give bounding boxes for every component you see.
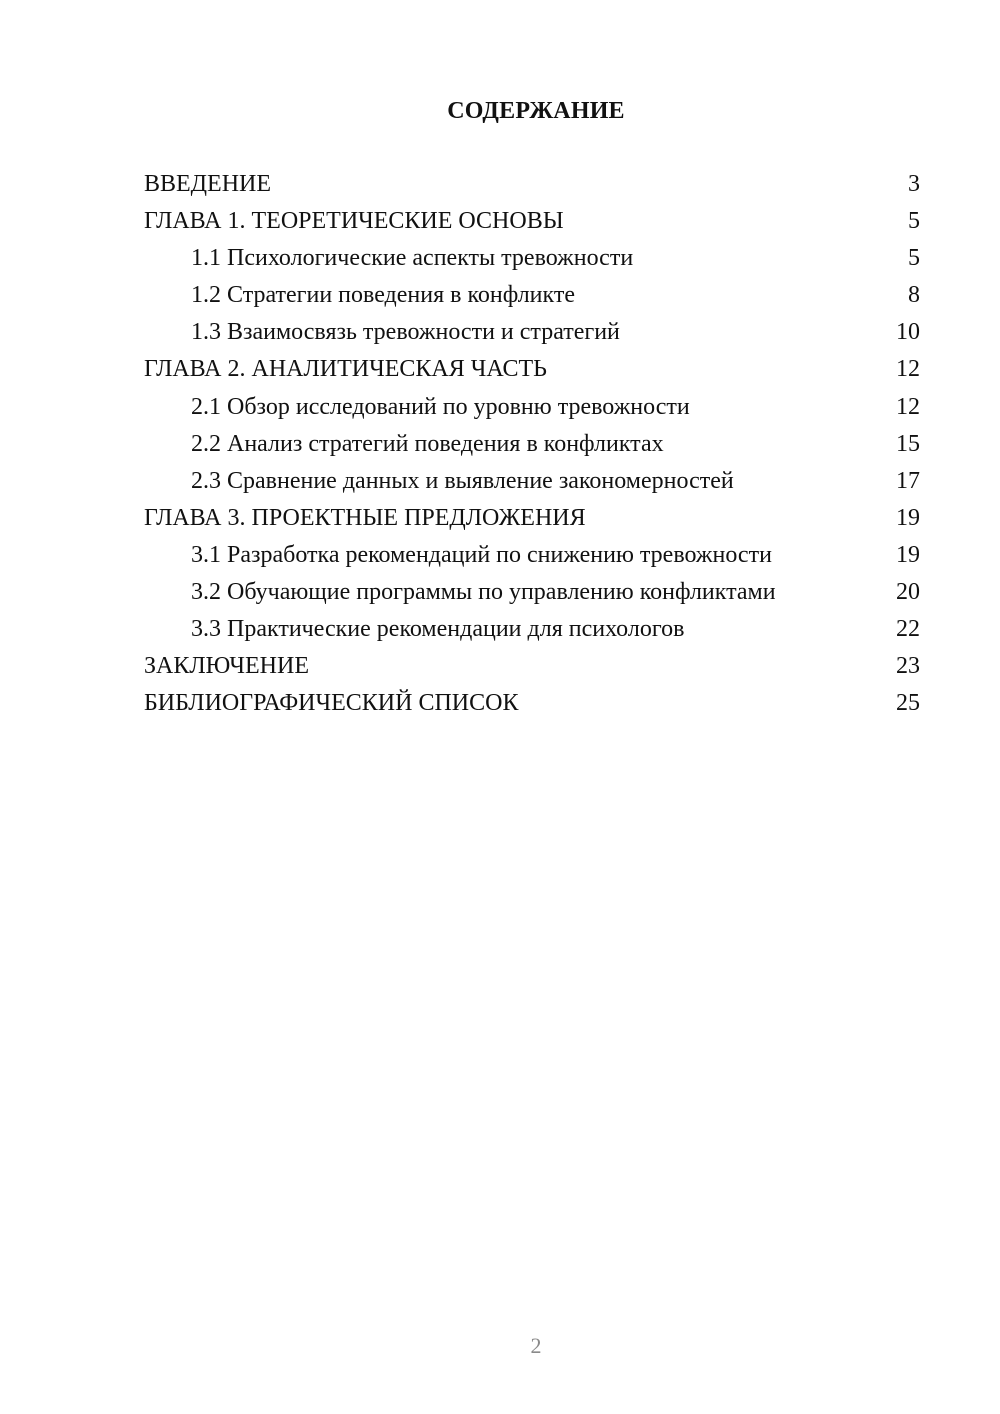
toc-entry-section-1-2[interactable] (144, 277, 920, 314)
toc-entry-chapter-2[interactable] (144, 351, 920, 388)
toc-entry-label: 1.2 Стратегии поведения в конфликте (191, 282, 576, 309)
toc-entry-label: ЗАКЛЮЧЕНИЕ (144, 653, 309, 680)
table-of-contents (144, 166, 920, 722)
toc-entry-introduction[interactable] (144, 166, 920, 203)
toc-entry-page: 8 (908, 282, 920, 309)
toc-entry-page: 25 (896, 690, 920, 717)
toc-entry-label: 3.2 Обучающие программы по управлению конфликтами (191, 579, 776, 606)
toc-entry-page: 23 (896, 653, 920, 680)
toc-entry-page: 19 (896, 504, 920, 531)
toc-entry-section-1-3[interactable] (144, 314, 920, 351)
toc-entry-label: ВВЕДЕНИЕ (144, 171, 272, 197)
toc-entry-chapter-3[interactable] (144, 500, 920, 537)
toc-entry-section-3-3[interactable] (144, 611, 920, 648)
toc-entry-label: БИБЛИОГРАФИЧЕСКИЙ СПИСОК (144, 690, 519, 717)
toc-entry-section-1-1[interactable] (144, 240, 920, 277)
toc-entry-label: 2.2 Анализ стратегий поведения в конфликтах (191, 430, 664, 457)
toc-entry-label: ГЛАВА 3. ПРОЕКТНЫЕ ПРЕДЛОЖЕНИЯ (144, 504, 586, 531)
toc-entry-chapter-1[interactable] (144, 203, 920, 240)
toc-entry-label: 1.1 Психологические аспекты тревожности (191, 245, 634, 272)
toc-entry-page: 12 (896, 356, 920, 383)
toc-entry-label: 3.1 Разработка рекомендаций по снижению тревожности (191, 541, 772, 568)
toc-entry-page: 3 (908, 171, 920, 197)
toc-entry-label: ГЛАВА 1. ТЕОРЕТИЧЕСКИЕ ОСНОВЫ (144, 208, 564, 235)
toc-entry-page: 17 (896, 467, 920, 494)
toc-entry-section-3-2[interactable] (144, 574, 920, 611)
toc-entry-bibliography[interactable] (144, 685, 920, 722)
toc-entry-label: 3.3 Практические рекомендации для психологов (191, 616, 685, 643)
toc-entry-page: 22 (896, 616, 920, 643)
toc-entry-page: 10 (896, 319, 920, 346)
page-number: 2 (530, 1333, 542, 1358)
toc-entry-conclusion[interactable] (144, 648, 920, 685)
page-title: СОДЕРЖАНИЕ (447, 98, 625, 124)
toc-entry-page: 15 (896, 430, 920, 457)
toc-entry-page: 19 (896, 541, 920, 568)
toc-entry-label: 2.1 Обзор исследований по уровню тревожности (191, 393, 690, 420)
toc-entry-section-2-3[interactable] (144, 463, 920, 500)
toc-entry-page: 12 (896, 393, 920, 420)
toc-entry-page: 5 (908, 245, 920, 272)
toc-entry-page: 5 (908, 208, 920, 235)
toc-entry-section-3-1[interactable] (144, 537, 920, 574)
toc-entry-label: ГЛАВА 2. АНАЛИТИЧЕСКАЯ ЧАСТЬ (144, 356, 547, 383)
toc-entry-label: 1.3 Взаимосвязь тревожности и стратегий (191, 319, 620, 346)
toc-entry-section-2-1[interactable] (144, 389, 920, 426)
toc-entry-label: 2.3 Сравнение данных и выявление закономерностей (191, 467, 734, 494)
toc-entry-page: 20 (896, 579, 920, 606)
toc-entry-section-2-2[interactable] (144, 426, 920, 463)
